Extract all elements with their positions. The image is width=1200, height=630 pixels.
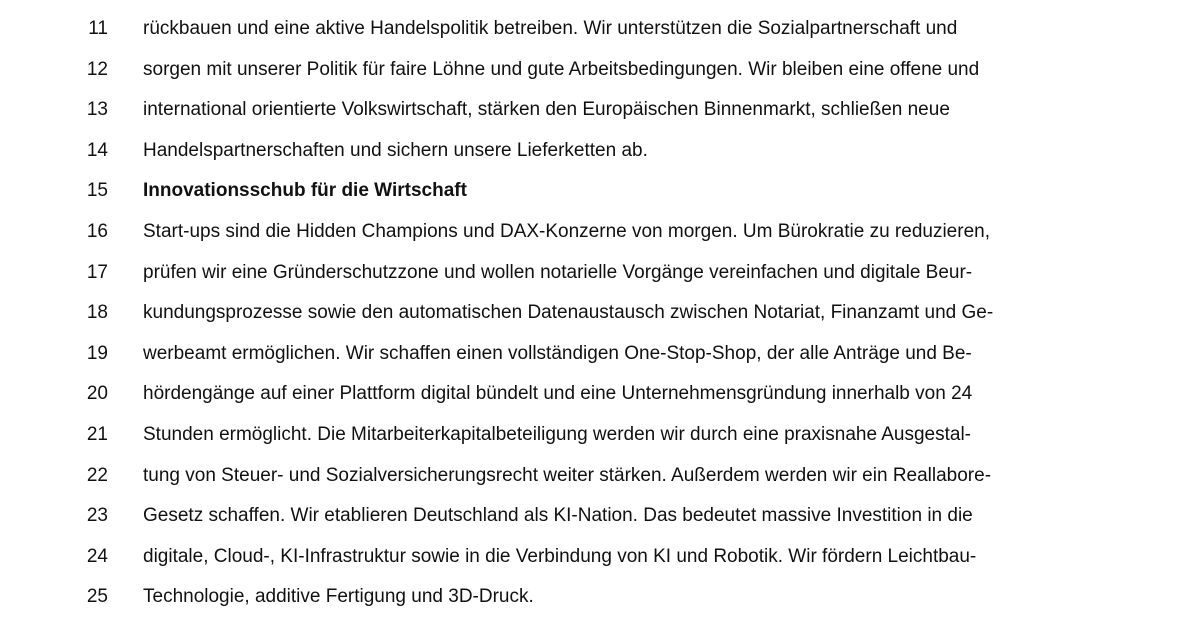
document-line	[0, 334, 1200, 375]
document-line	[0, 171, 1200, 212]
line-text: hördengänge auf einer Plattform digital bündelt und eine Unternehmensgründung innerhalb von 24	[143, 383, 973, 405]
line-text: prüfen wir eine Gründerschutzzone und wollen notarielle Vorgänge vereinfachen und digitale Beur-	[143, 261, 973, 283]
line-number: 15	[86, 180, 108, 202]
line-text: sorgen mit unserer Politik für faire Löhne und gute Arbeitsbedingungen. Wir bleiben eine offene und	[143, 58, 980, 80]
line-text: Handelspartnerschaften und sichern unsere Lieferketten ab.	[143, 139, 648, 161]
line-number: 22	[86, 464, 108, 486]
document-line	[0, 415, 1200, 456]
document-line	[0, 90, 1200, 131]
line-text: kundungsprozesse sowie den automatischen Datenaustausch zwischen Notariat, Finanzamt und Ge-	[143, 302, 994, 324]
line-text: digitale, Cloud-, KI-Infrastruktur sowie in die Verbindung von KI und Robotik. Wir fördern Leichtbau-	[143, 545, 977, 567]
document-line	[0, 9, 1200, 50]
line-number: 24	[86, 545, 108, 567]
line-number: 12	[86, 58, 108, 80]
line-text: rückbauen und eine aktive Handelspolitik betreiben. Wir unterstützen die Sozialpartnerschaft und	[143, 18, 958, 39]
line-number: 16	[86, 220, 108, 242]
line-number: 17	[86, 261, 108, 283]
document-line	[0, 374, 1200, 415]
document-line	[0, 50, 1200, 91]
document-line	[0, 456, 1200, 497]
document-line	[0, 253, 1200, 294]
line-number: 14	[86, 139, 108, 161]
line-text: tung von Steuer- und Sozialversicherungsrecht weiter stärken. Außerdem werden wir ein Reallabore-	[143, 464, 992, 486]
line-text: werbeamt ermöglichen. Wir schaffen einen vollständigen One-Stop-Shop, der alle Anträge und Be-	[143, 342, 972, 364]
line-text: Gesetz schaffen. Wir etablieren Deutschland als KI-Nation. Das bedeutet massive Investition in die	[143, 505, 973, 527]
line-number: 18	[86, 302, 108, 324]
line-number: 25	[86, 586, 108, 608]
line-number: 23	[86, 505, 108, 527]
line-text: international orientierte Volkswirtschaft, stärken den Europäischen Binnenmarkt, schließen neue	[143, 99, 950, 121]
document-line	[0, 537, 1200, 578]
document-line	[0, 577, 1200, 618]
document-page	[0, 9, 1200, 618]
line-number: 21	[86, 423, 108, 445]
line-number: 20	[86, 383, 108, 405]
line-text: Technologie, additive Fertigung und 3D-Druck.	[143, 586, 534, 608]
section-heading: Innovationsschub für die Wirtschaft	[143, 180, 467, 202]
line-number: 19	[86, 342, 108, 364]
document-line	[0, 496, 1200, 537]
line-text: Stunden ermöglicht. Die Mitarbeiterkapitalbeteiligung werden wir durch eine praxisnahe Ausgestal-	[143, 423, 972, 445]
document-line	[0, 212, 1200, 253]
document-line	[0, 131, 1200, 172]
line-number: 11	[88, 18, 108, 39]
document-line	[0, 293, 1200, 334]
line-number: 13	[86, 99, 108, 121]
line-text: Start-ups sind die Hidden Champions und DAX-Konzerne von morgen. Um Bürokratie zu reduzieren,	[143, 220, 990, 242]
